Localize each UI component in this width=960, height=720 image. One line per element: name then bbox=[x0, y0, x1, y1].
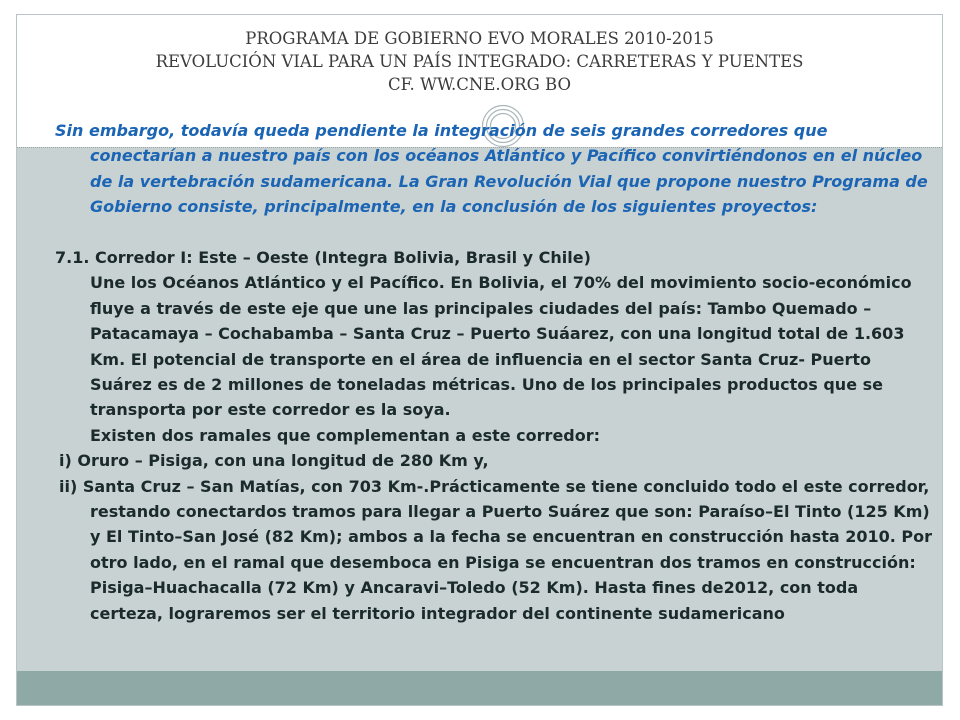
section-paragraph: Une los Océanos Atlántico y el Pacífico. En Bolivia, el 70% del movimiento socio-económico fluye a través de este eje que une las principales ciudades del país: Tambo Quemado – Patacamaya – Cochabamba – Santa Cruz – Puerto Suáarez, con una longitud total de 1.603 Km. El potencial de transporte en el área de influencia en el sector Santa Cruz- Puerto Suárez es de 2 millones de toneladas métricas. Uno de los principales productos que se transporta por este corredor es la soya. bbox=[90, 273, 912, 420]
branch-item-1: i) Oruro – Pisiga, con una longitud de 280 Km y, bbox=[59, 451, 489, 471]
section-heading: 7.1. Corredor I: Este – Oeste (Integra Bolivia, Brasil y Chile) bbox=[55, 248, 591, 268]
footer-bar bbox=[17, 671, 942, 705]
title-line-2: REVOLUCIÓN VIAL PARA UN PAÍS INTEGRADO: CARRETERAS Y PUENTES bbox=[155, 52, 804, 71]
branches-intro: Existen dos ramales que complementan a este corredor: bbox=[90, 425, 601, 445]
slide bbox=[16, 14, 943, 706]
title-line-1: PROGRAMA DE GOBIERNO EVO MORALES 2010-2015 bbox=[245, 29, 714, 48]
paragraph-spacer bbox=[55, 220, 935, 245]
slide-body bbox=[55, 118, 935, 626]
slide-title bbox=[17, 27, 942, 96]
intro-paragraph: Sin embargo, todavía queda pendiente la integración de seis grandes corredores que conectarían a nuestro país con los océanos Atlántico y Pacífico convirtiéndonos en el núcleo de la vertebración sudamericana. La Gran Revolución Vial que propone nuestro Programa de Gobierno consiste, principalmente, en la conclusión de los siguientes proyectos: bbox=[55, 121, 928, 217]
branch-item-2: ii) Santa Cruz – San Matías, con 703 Km-.Prácticamente se tiene concluido todo el este corredor, restando conectardos tramos para llegar a Puerto Suárez que son: Paraíso–El Tinto (125 Km) y El Tinto–San José (82 Km); ambos a la fecha se encuentran en construcción hasta 2010. Por otro lado, en el ramal que desemboca en Pisiga se encuentran dos tramos en construcción: Pisiga–Huachacalla (72 Km) y Ancaravi–Toledo (52 Km). Hasta fines de2012, con toda certeza, lograremos ser el territorio integrador del continente sudamericano bbox=[59, 476, 933, 623]
title-line-3: CF. WW.CNE.ORG BO bbox=[388, 75, 571, 94]
